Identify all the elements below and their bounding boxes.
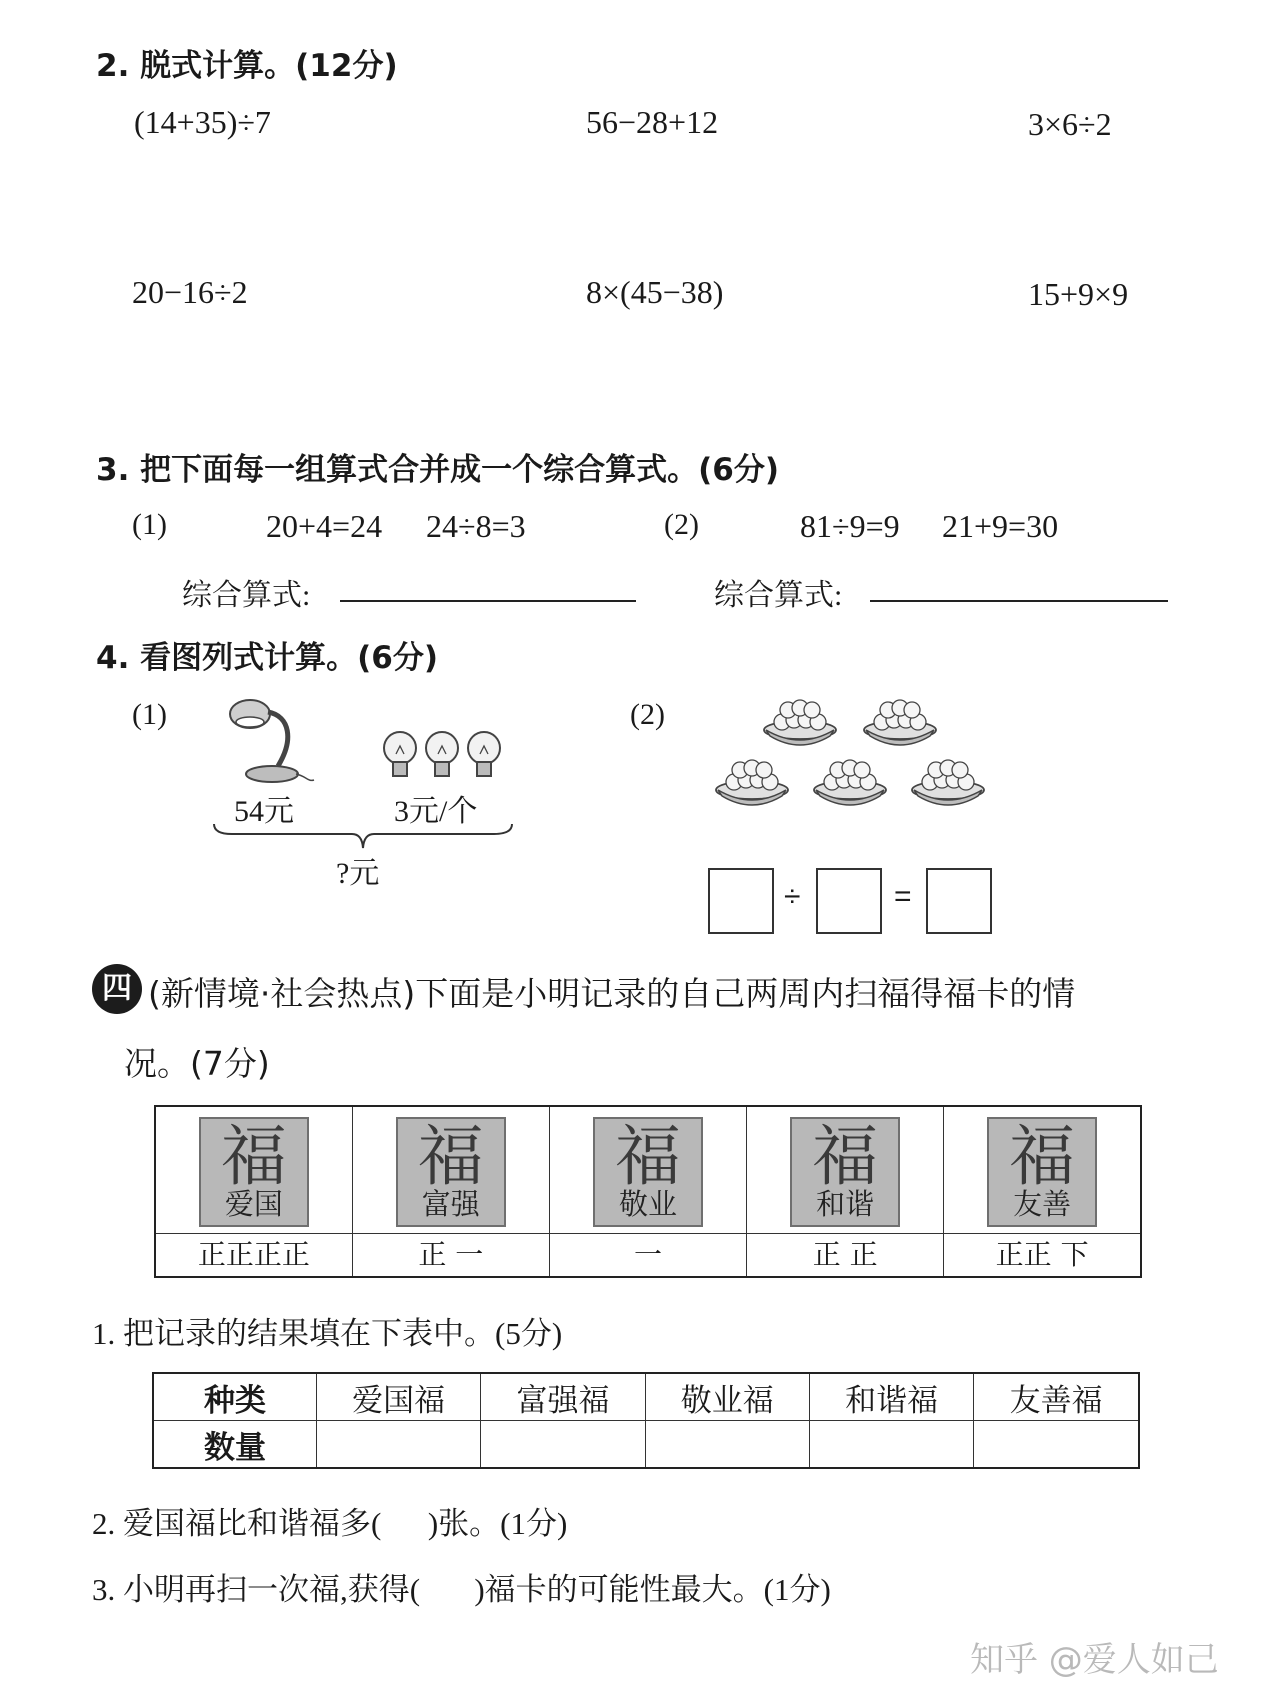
tally-jingye: 一 xyxy=(549,1234,746,1278)
light-bulbs-icon xyxy=(380,730,504,788)
tally-aiguo: 正正正正 xyxy=(155,1234,352,1278)
fu-character: 福 xyxy=(220,1118,287,1195)
q3-group2-label: (2) xyxy=(664,508,699,541)
q3-group2-expr-b: 21+9=30 xyxy=(942,508,1059,544)
q4-equals-sign: = xyxy=(894,880,912,913)
fu-card-name: 富强 xyxy=(421,1187,480,1221)
count-cell-aiguo[interactable] xyxy=(317,1421,481,1469)
fu-character: 福 xyxy=(614,1118,681,1195)
fu-card-cell xyxy=(549,1106,746,1234)
q4-part2-label: (2) xyxy=(630,698,665,731)
q4-answer-box-1[interactable] xyxy=(708,868,774,934)
q3-combined-label-1: 综合算式: xyxy=(182,579,311,612)
q2-expr-4: 20−16÷2 xyxy=(132,274,248,310)
q4-bulb-price: 3元/个 xyxy=(394,795,478,828)
table-header-kind: 种类 xyxy=(153,1373,317,1421)
section-number-badge: 四 xyxy=(92,964,142,1014)
q2-expr-1: (14+35)÷7 xyxy=(134,104,271,140)
fu-card-fuqiang xyxy=(396,1117,506,1227)
q4-answer-box-3[interactable] xyxy=(926,868,992,934)
q3-title: 3. 把下面每一组算式合并成一个综合算式。(6分) xyxy=(96,452,780,488)
q4-lamp-price: 54元 xyxy=(234,795,294,828)
q4-total: ?元 xyxy=(336,857,380,890)
fu-card-cell xyxy=(155,1106,352,1234)
q4-answer-box-2[interactable] xyxy=(816,868,882,934)
peach-baskets-icon xyxy=(712,696,992,820)
count-cell-youshan[interactable] xyxy=(974,1421,1139,1469)
fu-character: 福 xyxy=(1009,1118,1076,1195)
watermark: 知乎 @爱人如己 xyxy=(970,1640,1219,1680)
fu-card-cell xyxy=(747,1106,944,1234)
q2-expr-6: 15+9×9 xyxy=(1028,276,1129,312)
fu-card-aiguo xyxy=(199,1117,309,1227)
q3-answer-line-1[interactable] xyxy=(340,600,636,602)
kind-jingye: 敬业福 xyxy=(645,1373,809,1421)
section-4-intro-line-1: (新情境·社会热点)下面是小明记录的自己两周内扫福得福卡的情 xyxy=(148,974,1076,1013)
fu-card-youshan xyxy=(987,1117,1097,1227)
q2-expr-5: 8×(45−38) xyxy=(586,274,724,310)
kind-youshan: 友善福 xyxy=(974,1373,1139,1421)
fu-card-name: 友善 xyxy=(1013,1187,1072,1221)
kind-hexie: 和谐福 xyxy=(809,1373,973,1421)
q4-part1-label: (1) xyxy=(132,698,167,731)
fu-card-name: 敬业 xyxy=(618,1187,677,1221)
q2-expr-2: 56−28+12 xyxy=(586,104,719,140)
tally-hexie: 正 正 xyxy=(747,1234,944,1278)
count-cell-jingye[interactable] xyxy=(645,1421,809,1469)
q4-title: 4. 看图列式计算。(6分) xyxy=(96,640,439,676)
q3-answer-line-2[interactable] xyxy=(870,600,1168,602)
section-4-intro-line-2: 况。(7分) xyxy=(124,1044,270,1083)
fu-card-record-table xyxy=(154,1105,1142,1278)
fu-card-cell xyxy=(352,1106,549,1234)
q3-group2-expr-a: 81÷9=9 xyxy=(800,508,900,544)
q4-divide-sign: ÷ xyxy=(784,880,801,913)
kind-fuqiang: 富强福 xyxy=(481,1373,645,1421)
fu-card-name: 爱国 xyxy=(224,1187,283,1221)
fu-card-cell xyxy=(944,1106,1141,1234)
section-4-q1-title: 1. 把记录的结果填在下表中。(5分) xyxy=(92,1316,563,1351)
count-cell-fuqiang[interactable] xyxy=(481,1421,645,1469)
count-cell-hexie[interactable] xyxy=(809,1421,973,1469)
q2-title: 2. 脱式计算。(12分) xyxy=(96,48,398,84)
fu-count-table xyxy=(152,1372,1140,1469)
tally-fuqiang: 正 一 xyxy=(352,1234,549,1278)
section-4-q2: 2. 爱国福比和谐福多( )张。(1分) xyxy=(92,1506,568,1541)
tally-youshan: 正正 下 xyxy=(944,1234,1141,1278)
fu-character: 福 xyxy=(812,1118,879,1195)
fu-character: 福 xyxy=(417,1118,484,1195)
q2-expr-3: 3×6÷2 xyxy=(1028,106,1112,142)
table-header-count: 数量 xyxy=(153,1421,317,1469)
q3-group1-expr-b: 24÷8=3 xyxy=(426,508,526,544)
section-4-q3: 3. 小明再扫一次福,获得( )福卡的可能性最大。(1分) xyxy=(92,1572,831,1607)
fu-card-name: 和谐 xyxy=(816,1187,875,1221)
kind-aiguo: 爱国福 xyxy=(317,1373,481,1421)
q3-group1-expr-a: 20+4=24 xyxy=(266,508,383,544)
fu-card-jingye xyxy=(593,1117,703,1227)
fu-card-hexie xyxy=(790,1117,900,1227)
q3-group1-label: (1) xyxy=(132,508,167,541)
desk-lamp-icon xyxy=(218,692,318,788)
q3-combined-label-2: 综合算式: xyxy=(714,579,843,612)
